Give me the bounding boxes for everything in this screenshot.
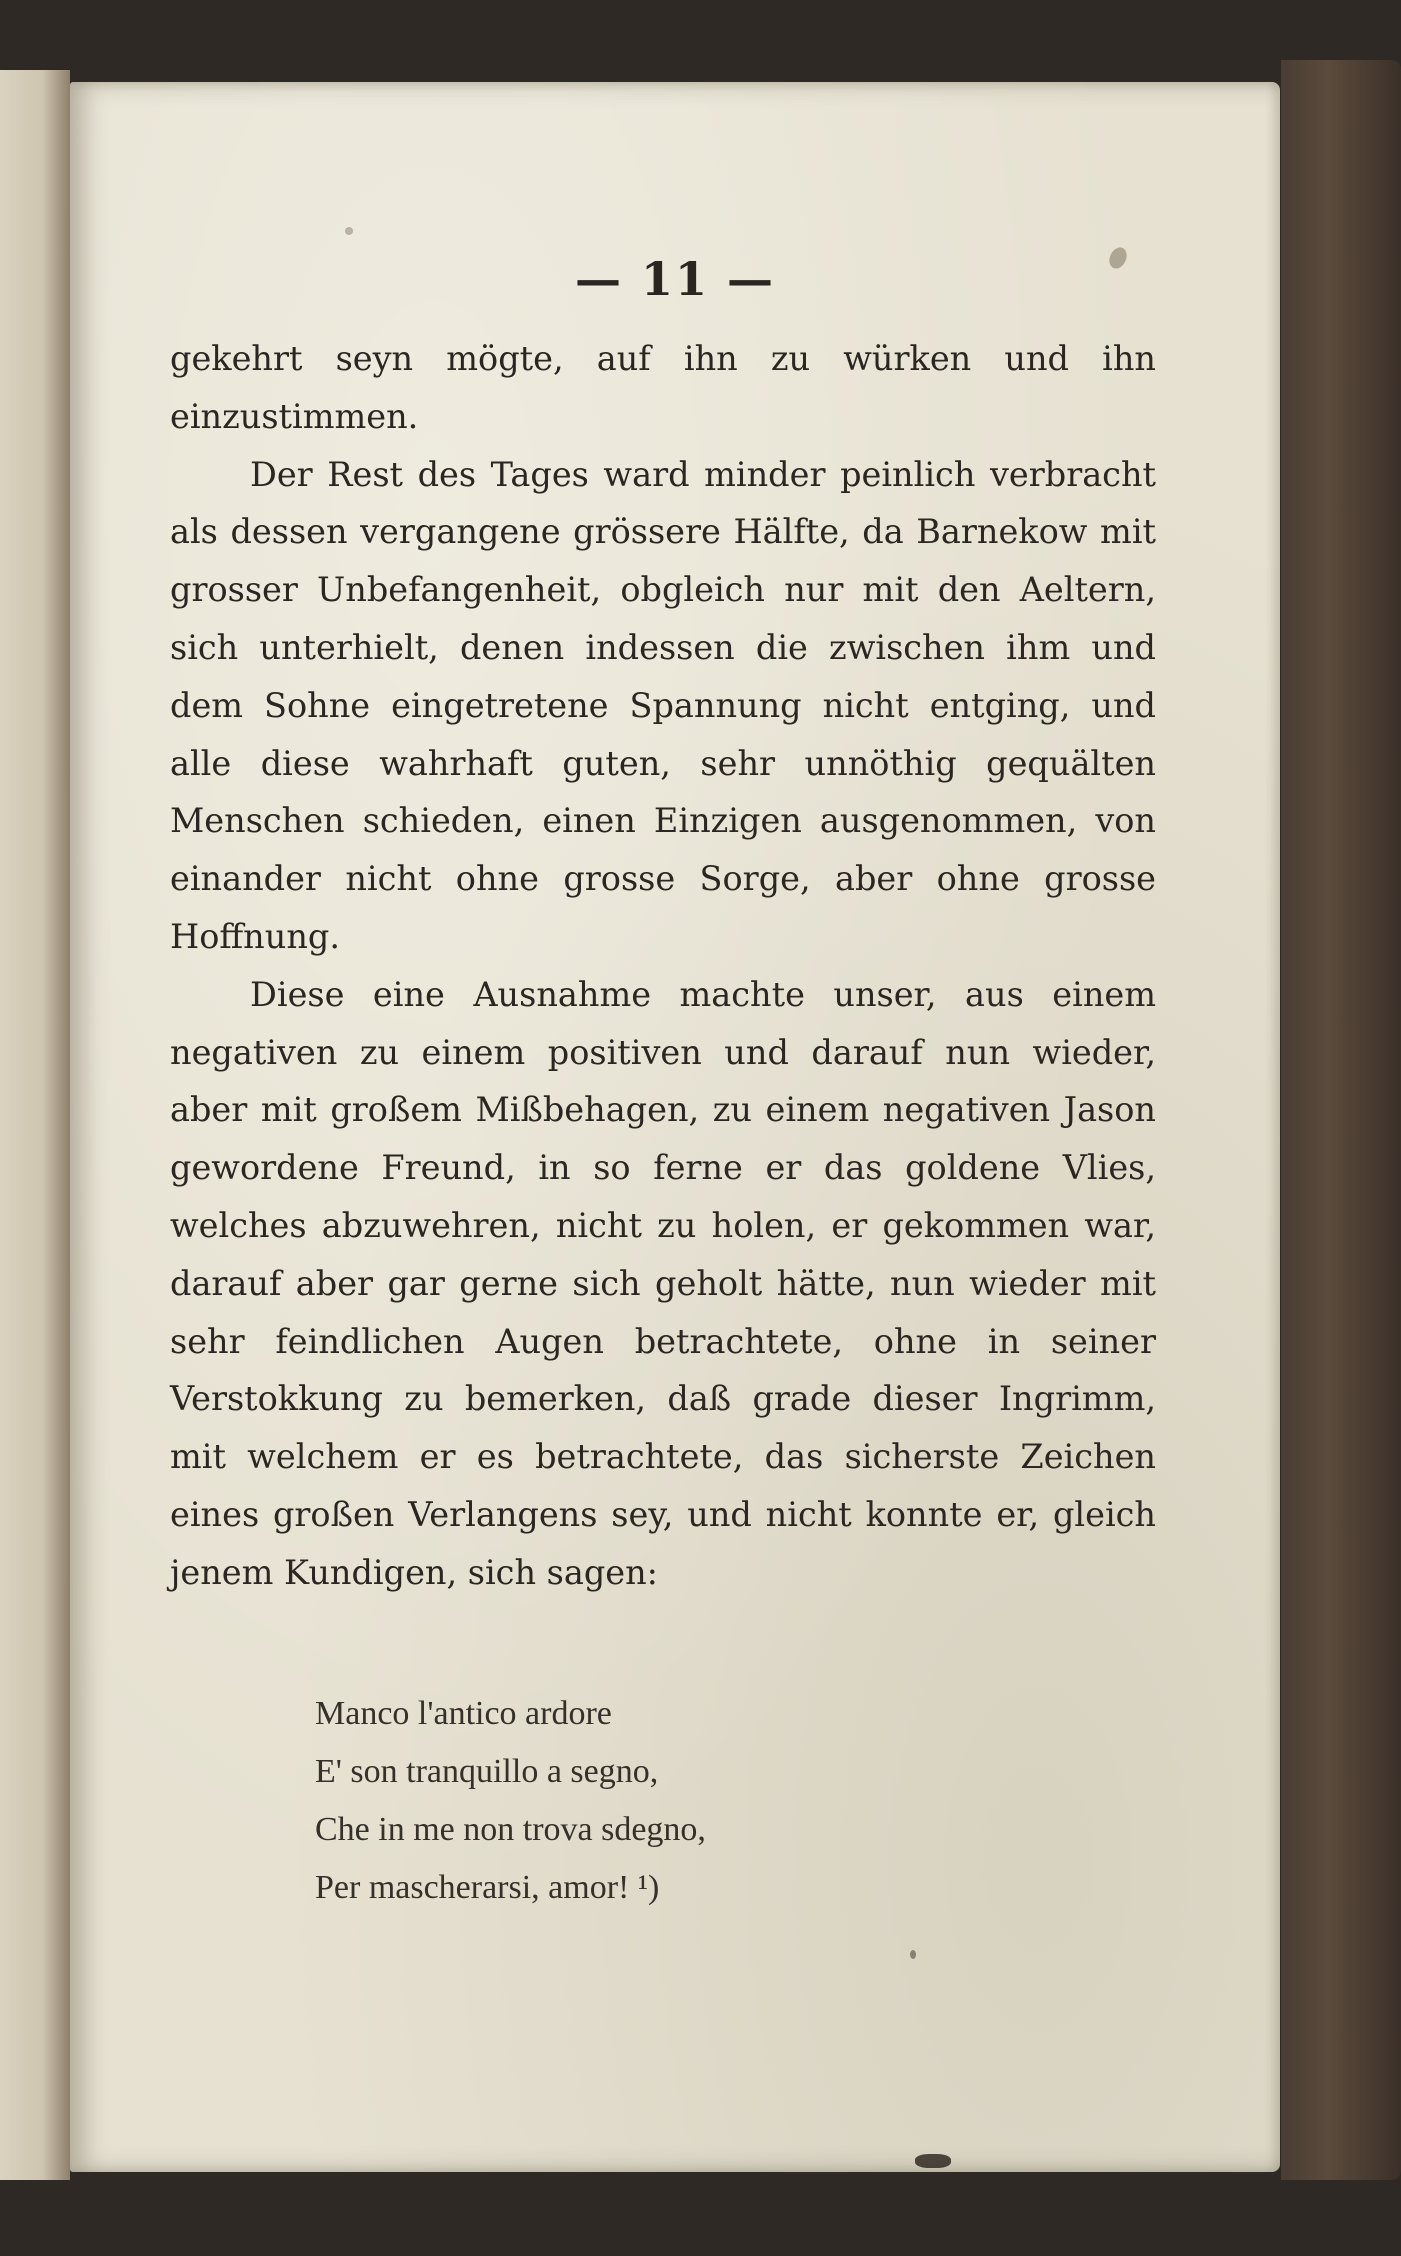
paper-blemish [915,2154,951,2168]
verse-line: Manco l'antico ardore [315,1695,612,1732]
verse-line: E' son tranquillo a segno, [315,1753,659,1790]
italian-verse-quote [315,1685,706,1917]
book-page [70,82,1280,2172]
book-cover-edge [1281,60,1401,2180]
paper-blemish [345,227,353,235]
paragraph-continuation: gekehrt seyn mögte, auf ihn zu würken und ihn einzustimmen. [170,339,1156,436]
page-number: — 11 — [574,252,776,306]
paper-blemish [910,1950,916,1959]
body-text [170,330,1156,1602]
verse-line: Che in me non trova sdegno, [315,1811,706,1848]
paragraph: Der Rest des Tages ward minder peinlich verbracht als dessen vergangene grössere Hälfte, da Barnekow mit grosser Unbefangenheit, obgleich nur mit den Aeltern, sich unterhielt, denen indessen die zwischen ihm und dem Sohne eingetretene Spannung nicht entging, und alle diese wahrhaft guten, sehr unnöthig gequälten Menschen schieden, einen Einzigen ausgenommen, von einander nicht ohne grosse Sorge, aber ohne grosse Hoffnung. [170,454,1156,956]
verse-line: Per mascherarsi, amor! ¹) [315,1869,660,1906]
left-page-edge [0,70,70,2180]
paragraph: Diese eine Ausnahme machte unser, aus einem negativen zu einem positiven und darauf nun wieder, aber mit großem Mißbehagen, zu einem negativen Jason gewordene Freund, in so ferne er das goldene Vlies, welches abzuwehren, nicht zu holen, er gekommen war, darauf aber gar gerne sich geholt hätte, nun wieder mit sehr feindlichen Augen betrachtete, ohne in seiner Verstokkung zu bemerken, daß grade dieser Ingrimm, mit welchem er es betrachtete, das sicherste Zeichen eines großen Verlangens sey, und nicht konnte er, gleich jenem Kundigen, sich sagen: [170,974,1156,1592]
